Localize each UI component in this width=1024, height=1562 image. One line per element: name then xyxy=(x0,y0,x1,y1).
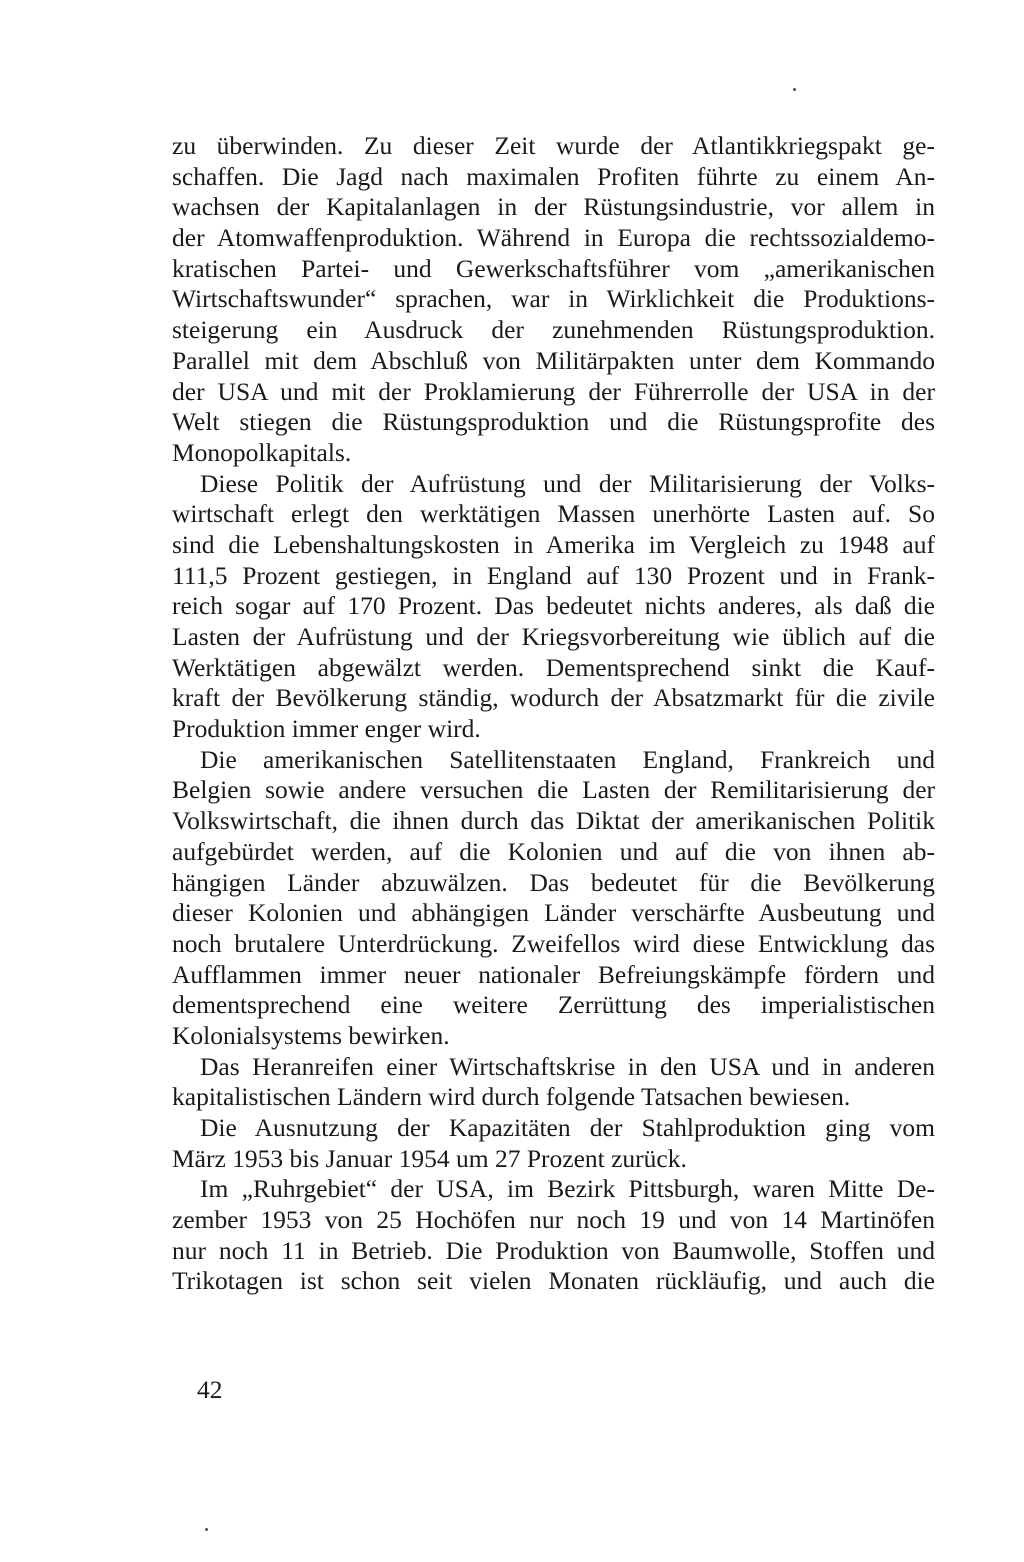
text-line: 111,5 Prozent gestiegen, in England auf 130 Prozent und in Frank- xyxy=(172,560,935,590)
text-line: reich sogar auf 170 Prozent. Das bedeutet nichts anderes, als daß die xyxy=(172,591,935,621)
text-line: Volkswirtschaft, die ihnen durch das Diktat der amerikanischen Politik xyxy=(172,806,935,836)
text-line: sind die Lebenshaltungskosten in Amerika im Vergleich zu 1948 auf xyxy=(172,529,935,559)
text-line: kapitalistischen Ländern wird durch folgende Tatsachen bewiesen. xyxy=(172,1082,851,1112)
text-line: hängigen Länder abzuwälzen. Das bedeutet für die Bevölkerung xyxy=(172,867,935,897)
text-line: der Atomwaffenproduktion. Während in Europa die rechtssozialdemo- xyxy=(172,223,935,253)
text-line: Belgien sowie andere versuchen die Lasten der Remilitarisierung der xyxy=(172,775,935,805)
text-line: Werktätigen abgewälzt werden. Dementsprechend sinkt die Kauf- xyxy=(172,652,935,682)
text-line: schaffen. Die Jagd nach maximalen Profiten führte zu einem An- xyxy=(172,161,935,191)
text-line: Wirtschaftswunder“ sprachen, war in Wirklichkeit die Produktions- xyxy=(172,284,935,314)
text-line: aufgebürdet werden, auf die Kolonien und auf die von ihnen ab- xyxy=(172,836,935,866)
text-line: Lasten der Aufrüstung und der Kriegsvorbereitung wie üblich auf die xyxy=(172,622,935,651)
text-line: Welt stiegen die Rüstungsproduktion und die Rüstungsprofite des xyxy=(172,407,935,437)
page-number: 42 xyxy=(197,1375,223,1404)
text-line: Die Ausnutzung der Kapazitäten der Stahlproduktion ging vom xyxy=(200,1113,935,1142)
text-line: Kolonialsystems bewirken. xyxy=(172,1020,450,1050)
text-line: Monopolkapitals. xyxy=(172,437,352,467)
text-line: steigerung ein Ausdruck der zunehmenden Rüstungsproduktion. xyxy=(172,315,935,345)
text-line: kratischen Partei- und Gewerkschaftsführer vom „amerikanischen xyxy=(172,253,935,283)
text-line: Trikotagen ist schon seit vielen Monaten rückläufig, und auch die xyxy=(172,1266,935,1296)
text-line: Das Heranreifen einer Wirtschaftskrise in den USA und in anderen xyxy=(200,1051,935,1081)
print-speck xyxy=(205,1528,208,1531)
text-line: kraft der Bevölkerung ständig, wodurch der Absatzmarkt für die zivile xyxy=(172,683,935,713)
print-speck xyxy=(793,88,796,91)
text-line: dementsprechend eine weitere Zerrüttung des imperialistischen xyxy=(172,990,935,1020)
text-line: zu überwinden. Zu dieser Zeit wurde der Atlantikkriegspakt ge- xyxy=(172,131,935,160)
text-line: wachsen der Kapitalanlagen in der Rüstungsindustrie, vor allem in xyxy=(172,192,935,222)
text-line: Diese Politik der Aufrüstung und der Militarisierung der Volks- xyxy=(200,468,935,498)
text-line: Im „Ruhrgebiet“ der USA, im Bezirk Pittsburgh, waren Mitte De- xyxy=(200,1174,935,1204)
text-line: Aufflammen immer neuer nationaler Befreiungskämpfe fördern und xyxy=(172,959,935,989)
text-line: noch brutalere Unterdrückung. Zweifellos wird diese Entwicklung das xyxy=(172,928,935,958)
body-text xyxy=(172,131,935,1297)
text-line: der USA und mit der Proklamierung der Führerrolle der USA in der xyxy=(172,376,935,406)
text-line: zember 1953 von 25 Hochöfen nur noch 19 und von 14 Martinöfen xyxy=(172,1205,935,1235)
text-line: Parallel mit dem Abschluß von Militärpakten unter dem Kommando xyxy=(172,345,935,375)
text-line: Produktion immer enger wird. xyxy=(172,714,481,744)
text-line: März 1953 bis Januar 1954 um 27 Prozent zurück. xyxy=(172,1143,687,1173)
text-line: nur noch 11 in Betrieb. Die Produktion von Baumwolle, Stoffen und xyxy=(172,1235,935,1265)
text-line: dieser Kolonien und abhängigen Länder verschärfte Ausbeutung und xyxy=(172,898,935,928)
text-line: wirtschaft erlegt den werktätigen Massen unerhörte Lasten auf. So xyxy=(172,499,935,529)
text-line: Die amerikanischen Satellitenstaaten England, Frankreich und xyxy=(200,744,935,774)
